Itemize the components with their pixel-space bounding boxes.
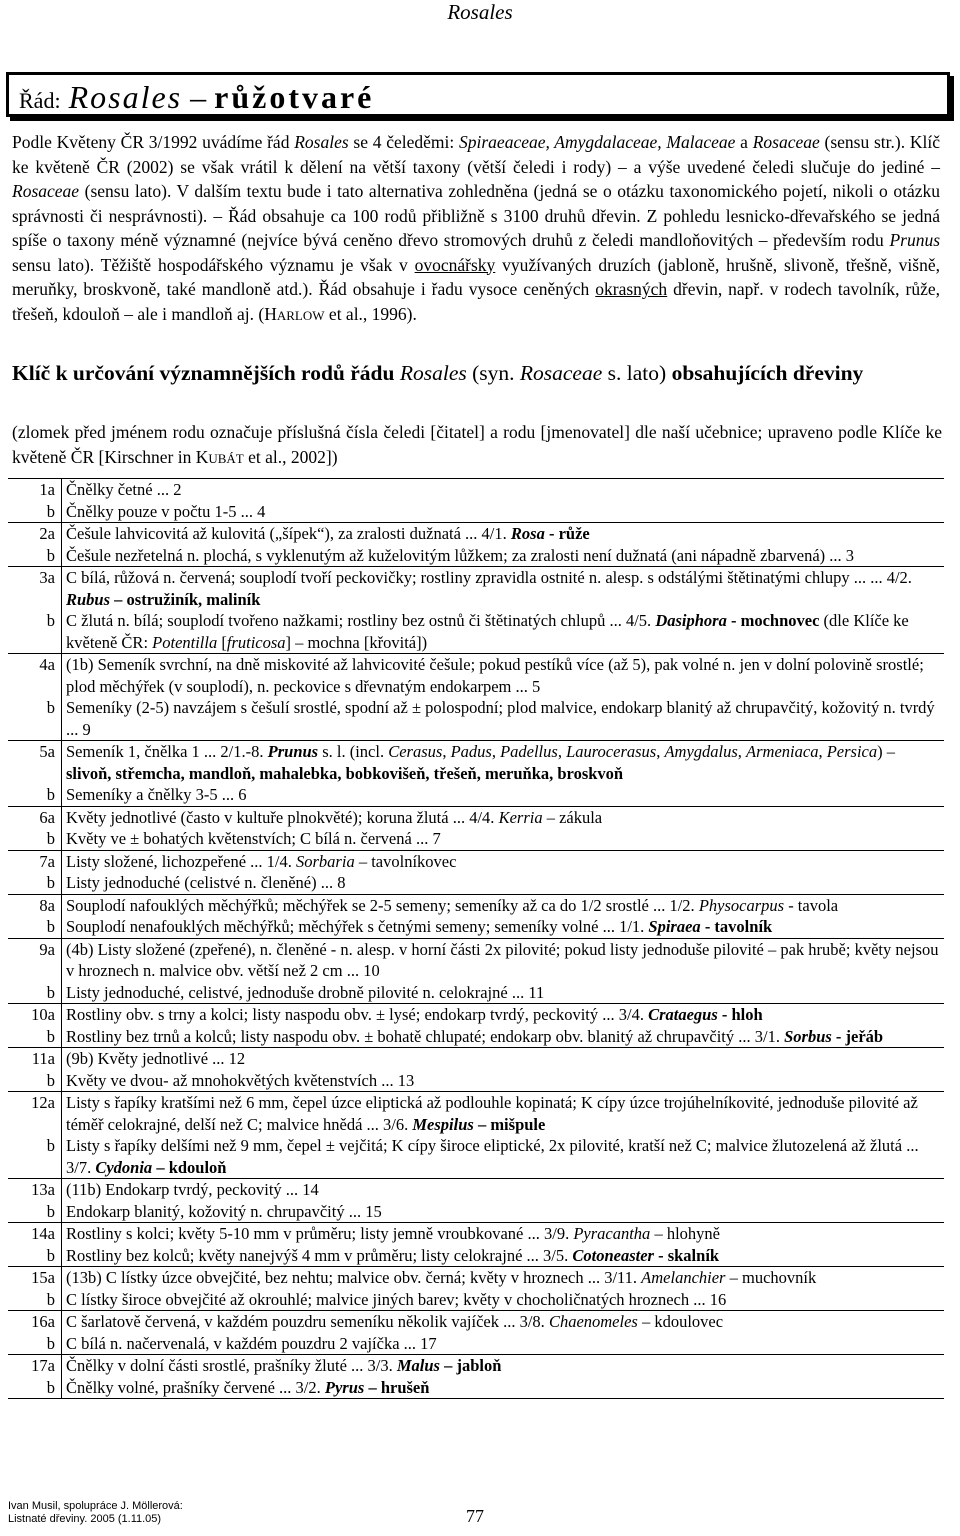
key-couplet-number: b [8,1026,62,1048]
key-couplet-text [62,501,945,523]
footer-publication: Listnaté dřeviny. 2005 (1.11.05) [8,1513,162,1525]
key-couplet-number: b [8,982,62,1004]
key-text-part: Čnělky četné ... 2 [66,480,182,499]
key-text-part: (4b) Listy složené (zpeřené), n. členěné - n. alesp. v horní části 2x pilovité; pokud listy jednoduše pilovité – pak hrubě; květy nejsou v hroznech n. malvice obv. větší než 2 cm ... 10 [66,939,939,980]
key-row [8,523,944,545]
key-taxon-name: - hloh [717,1005,763,1024]
key-row [8,1267,944,1289]
key-text-part: (13b) C lístky úzce obvejčité, bez nehtu; malvice obv. černá; květy v hroznech ... 3/11. [66,1268,642,1287]
key-couplet-text [62,982,945,1004]
key-taxon-name: - mochnovec [726,611,820,630]
key-text-part: Souplodí nenafouklých měchýřků; měchýřek s četnými semeny; semeníky volné ... 1/1. [66,917,649,936]
intro-taxon: Spiraeaceae, Amygdalaceae, Malaceae [459,132,736,152]
key-row [8,1026,944,1048]
key-couplet-number: b [8,1377,62,1399]
key-taxon-name: Dasiphora [655,611,727,630]
key-row [8,1004,944,1026]
key-couplet-text [62,654,945,698]
key-row [8,1289,944,1311]
key-couplet-text [62,828,945,850]
key-couplet-number: 3a [8,567,62,611]
key-text-part: – kdoulovec [637,1312,724,1331]
key-couplet-text [62,1070,945,1092]
key-couplet-text [62,872,945,894]
key-row [8,850,944,872]
key-taxon-name: - skalník [653,1245,720,1265]
intro-text: a [735,132,753,152]
key-row [8,806,944,828]
key-text-part: C lístky široce obvejčité až okrouhlé; malvice jiných barev; květy v chocholičnatých hroznech ... 16 [66,1289,727,1309]
intro-text: Podle Květeny ČR 3/1992 uvádíme řád [12,132,295,152]
key-text-part: C bílá n. načervenalá, v každém pouzdru 2 vajíčka ... 17 [66,1333,437,1353]
key-couplet-text [62,1179,945,1201]
key-text-part: Rostliny obv. s trny a kolci; listy naspodu obv. ± lysé; endokarp tvrdý, peckovitý ... 3/4. [66,1005,649,1024]
key-text-part: , [442,742,451,761]
order-heading [19,79,374,119]
key-taxon-name: – jabloň [439,1356,502,1375]
key-text-part: Semeníky a čnělky 3-5 ... 6 [66,785,247,804]
key-couplet-text [62,1267,945,1289]
key-taxon-name: Sorbus [784,1026,832,1046]
key-couplet-number: 4a [8,654,62,698]
key-couplet-number: 1a [8,479,62,501]
order-dash: – [182,79,215,115]
key-couplet-number: 8a [8,894,62,916]
key-row [8,784,944,806]
order-czech-name: růžotvaré [214,79,375,115]
key-couplet-number: 5a [8,741,62,785]
key-couplet-text [62,1245,945,1267]
key-couplet-text [62,1223,945,1245]
key-taxon-name: Rubus [66,589,111,609]
key-couplet-text [62,610,945,654]
key-couplet-number: b [8,610,62,654]
intro-text: se 4 čeleděmi: [348,132,459,152]
key-text-part: Rostliny bez kolců; květy nanejvýš 4 mm v průměru; listy celokrajné ... 3/5. [66,1245,573,1265]
key-text-part: (dle Klíče ke květeně ČR: [66,611,909,652]
key-text-part: - tavola [784,895,839,915]
key-text-part: – tavolníkovec [354,851,457,871]
key-taxon-name: Cotoneaster [572,1245,654,1265]
key-row [8,1377,944,1399]
key-row [8,1245,944,1267]
key-title [12,358,942,388]
key-row [8,1070,944,1092]
key-taxon-name: Cerasus [388,742,443,761]
intro-underlined: okrasných [595,279,668,299]
key-couplet-text [62,545,945,567]
key-taxon-name: Amelanchier [641,1268,726,1287]
key-taxon-name: Armeniaca [746,742,819,761]
intro-taxon: Rosaceae [752,132,820,152]
key-text-part: Květy ve ± bohatých květenstvích; C bílá n. červená ... 7 [66,829,441,848]
intro-text: dřevin, např. v rodech tavolník, růže, třešeň, kdouloň – ale i mandloň aj. (H [12,279,940,324]
key-taxon-name: Potentilla [152,632,218,652]
key-text-part: , [656,742,665,761]
key-title-text: s. lato) [602,361,672,385]
key-title-text: obsahujících dřeviny [671,361,864,385]
key-row [8,1179,944,1201]
key-couplet-number: 10a [8,1004,62,1026]
key-text-part: Semeník 1, čnělka 1 ... 2/1.-8. [66,742,268,761]
order-latin-name: Rosales [68,79,183,115]
key-couplet-number: 9a [8,938,62,982]
key-text-part: Čnělky volné, prašníky červené ... 3/2. [66,1377,325,1397]
key-taxon-name: Malus [396,1356,440,1375]
footer-authors: Ivan Musil, spolupráce J. Möllerová: [8,1500,183,1512]
key-couplet-text [62,741,945,785]
key-couplet-number: b [8,784,62,806]
determination-key-table [8,478,944,1399]
key-couplet-number: 17a [8,1355,62,1377]
key-text-part: C žlutá n. bílá; souplodí tvořeno nažkami; rostliny bez ostnů či štětinatých chlupů ... 4/5. [66,611,656,630]
key-couplet-number: 6a [8,806,62,828]
key-couplet-text [62,894,945,916]
key-text-part: – muchovník [725,1268,817,1287]
key-text-part: – zákula [542,807,603,827]
key-couplet-number: b [8,1201,62,1223]
key-taxon-name: Padellus [500,742,558,761]
key-taxon-name: Sorbaria [296,851,355,871]
key-title-taxon: Rosales [399,361,467,385]
key-couplet-number: 2a [8,523,62,545]
key-taxon-name: Kerria [498,807,543,827]
key-text-part: , [818,742,827,761]
key-taxon-name: Physocarpus [698,895,785,915]
key-note-text: et al., 2002]) [243,446,338,467]
key-row [8,828,944,850]
key-note-text: (zlomek před jménem rodu označuje příslušná čísla čeledi [čitatel] a rodu [jmenovatel] dle naší učebnice; upraveno podle Klíče ke květeně ČR [Kirschner in K [12,422,942,467]
key-text-part: Češule nezřetelná n. plochá, s vyklenutým až kuželovitým lůžkem; za zralosti není dužnatá (ani nápadně zbarvená) ... 3 [66,545,855,565]
intro-text: et al., 1996). [324,303,417,324]
key-row [8,741,944,785]
key-taxon-name: Pyrus [324,1377,365,1397]
key-taxon-name: Laurocerasus [566,742,657,761]
intro-underlined: ovocnářsky [414,254,496,275]
key-couplet-number: 14a [8,1223,62,1245]
key-taxon-name: Spiraea [648,917,701,936]
key-taxon-name: - růže [544,524,590,543]
intro-author: ARLOW [276,307,325,323]
key-text-part: Semeníky (2-5) navzájem s češulí srostlé, spodní až ± polospodní; plod malvice, endokarp blanitý až chrupavčitý, kožovitý n. tvrdý ... 9 [66,698,935,739]
key-couplet-number: b [8,501,62,523]
key-row [8,697,944,741]
key-couplet-number: 12a [8,1092,62,1136]
key-taxon-name: – mišpule [473,1114,546,1134]
key-taxon-name: Chaenomeles [548,1312,638,1331]
key-text-part: Souplodí nafouklých měchýřků; měchýřek se 2-5 semeny; semeníky až ca do 1/2 srostlé ... 1/2. [66,895,699,915]
key-taxon-name: – kdouloň [152,1157,227,1177]
intro-text: sensu lato). Těžiště hospodářského významu je však v [12,254,415,275]
running-head: Rosales [447,0,513,24]
key-title-text: Klíč k určování významnějších rodů řádu [12,361,400,385]
key-text-part: Čnělky v dolní části srostlé, prašníky žluté ... 3/3. [66,1356,397,1375]
intro-taxon: Rosaceae [12,181,80,201]
key-text-part: Květy ve dvou- až mnohokvětých květenstvích ... 13 [66,1070,415,1090]
key-taxon-name: Mespilus [412,1114,474,1134]
key-couplet-text [62,1355,945,1377]
key-couplet-text [62,806,945,828]
key-couplet-text [62,850,945,872]
key-couplet-text [62,1026,945,1048]
key-row [8,1201,944,1223]
key-couplet-number: b [8,697,62,741]
key-row [8,872,944,894]
key-text-part: Listy složené, lichozpeřené ... 1/4. [66,851,297,871]
key-couplet-number: b [8,1070,62,1092]
key-taxon-name: Padus [450,742,492,761]
key-text-part: , [491,742,501,761]
key-couplet-number: b [8,1333,62,1355]
key-couplet-number: b [8,872,62,894]
key-text-part: (9b) Květy jednotlivé ... 12 [66,1049,246,1068]
key-text-part: Listy s řapíky delšími než 9 mm, čepel ± vejčitá; K cípy široce eliptické, 2x pilovité, kratší než C; malvice žlutozelená až žlutá ... 3/7. [66,1136,919,1177]
key-row [8,1311,944,1333]
key-text-part: Rostliny s kolci; květy 5-10 mm v průměru; listy jemně vroubkované ... 3/9. [66,1224,574,1243]
key-taxon-name: slivoň, střemcha, mandloň, mahalebka, bobkovišeň, třešeň, meruňka, broskvoň [66,763,624,783]
key-text-part: ] – mochna [křovitá]) [285,632,428,652]
key-row [8,894,944,916]
key-text-part: C šarlatově červená, v každém pouzdru semeníku několik vajíček ... 3/8. [66,1312,549,1331]
key-text-part: Rostliny bez trnů a kolců; listy naspodu obv. ± bohatě chlupaté; endokarp obv. blanitý až chrupavčitý ... 3/1. [66,1026,785,1046]
key-couplet-number: 16a [8,1311,62,1333]
key-title-text: (syn. [466,361,520,385]
key-row [8,567,944,611]
key-couplet-number: b [8,916,62,938]
order-label: Řád: [19,88,61,113]
key-couplet-number: b [8,1135,62,1179]
key-text-part: Češule lahvicovitá až kulovitá („šípek“), za zralosti dužnatá ... 4/1. [66,524,511,543]
key-couplet-text [62,1333,945,1355]
key-taxon-name: Persica [826,742,878,761]
key-note-author: UBÁT [208,450,244,466]
key-couplet-text [62,784,945,806]
intro-text: (sensu str.). Klíč ke květeně ČR (2002) se však vrátil k dělení na větší taxony (větší čeledi i rody) – a výše uvedené čeledi slučuje do jediné – [12,132,940,177]
key-couplet-text [62,523,945,545]
key-text-part: Čnělky pouze v počtu 1-5 ... 4 [66,501,266,521]
key-text-part: Květy jednotlivé (často v kultuře plnokvěté); koruna žlutá ... 4/4. [66,807,499,827]
key-text-part: , [737,742,747,761]
key-couplet-text [62,1201,945,1223]
intro-taxon: Rosales [294,132,349,152]
key-taxon-name: – ostružiník, maliník [110,589,261,609]
key-text-part: – hlohyně [650,1224,720,1243]
key-row [8,1355,944,1377]
key-couplet-text [62,1004,945,1026]
key-couplet-text [62,1377,945,1399]
key-text-part: , [557,742,567,761]
key-row [8,1048,944,1070]
key-row [8,654,944,698]
intro-taxon: Prunus [889,230,940,250]
key-text-part: C bílá, růžová n. červená; souplodí tvoří peckovičky; rostliny zpravidla ostnité n. alesp. s odstálými štětinatými chlupy ... ... 4/2. [66,568,912,587]
key-row [8,982,944,1004]
key-text-part: (1b) Semeník svrchní, na dně miskovité až lahvicovité češule; pokud pestíků více (až 5), pak volné n. jen v dolní polovině srostlé; plod měchýřek (v souplodí), n. peckovice s dřevnatým endokarpem ... 5 [66,655,924,696]
key-couplet-text [62,1289,945,1311]
intro-text: využívaných druzích (jabloně, hrušně, slivoně, třešně, višně, meruňky, broskvoně, také mandloně atd.). Řád obsahuje i řadu vysoce ceněných [12,254,940,299]
key-taxon-name: Rosa [510,524,545,543]
key-taxon-name: fruticosa [226,632,286,652]
key-taxon-name: - tavolník [700,917,773,936]
key-row [8,1092,944,1136]
key-couplet-text [62,479,945,501]
key-row [8,545,944,567]
key-couplet-text [62,1048,945,1070]
key-couplet-text [62,1311,945,1333]
key-couplet-number: b [8,828,62,850]
key-taxon-name: – hrušeň [364,1377,430,1397]
key-title-taxon: Rosaceae [519,361,603,385]
key-row [8,916,944,938]
key-couplet-number: 15a [8,1267,62,1289]
key-text-part: s. l. (incl. [318,742,389,761]
key-couplet-number: b [8,1289,62,1311]
key-row [8,1135,944,1179]
key-couplet-number: b [8,545,62,567]
key-text-part: (11b) Endokarp tvrdý, peckovitý ... 14 [66,1180,319,1199]
key-couplet-number: 7a [8,850,62,872]
key-taxon-name: Cydonia [95,1157,153,1177]
key-couplet-text [62,1092,945,1136]
key-text-part: Listy jednoduché (celistvé n. členěné) ... 8 [66,873,346,892]
key-couplet-text [62,916,945,938]
page-number: 77 [466,1506,484,1526]
key-note [12,420,942,471]
key-row [8,479,944,501]
key-text-part: ) – [877,742,895,761]
key-couplet-text [62,567,945,611]
intro-text: (sensu lato). V dalším textu bude i tato alternativa zohledněna (jedná se o otázku taxonomického pojetí, nikoli o otázku správnosti či nesprávnosti). – Řád obsahuje ca 100 rodů přibližně s 3100 druhů dřevin. Z pohledu lesnicko-dřevařského se jedná spíše o taxony méně významné (nejvíce bývá ceněno dřevo stromových druhů z čeledi mandloňovitých – především rodu [12,181,940,250]
key-taxon-name: Prunus [267,742,319,761]
key-couplet-number: b [8,1245,62,1267]
key-taxon-name: Amygdalus [664,742,738,761]
key-taxon-name: Crataegus [648,1005,718,1024]
key-couplet-number: 11a [8,1048,62,1070]
key-text-part: Listy jednoduché, celistvé, jednoduše drobně pilovité n. celokrajné ... 11 [66,982,545,1002]
key-couplet-text [62,938,945,982]
footer-credit [8,1500,183,1526]
key-couplet-text [62,697,945,741]
intro-paragraph [12,130,940,328]
key-row [8,1333,944,1355]
key-row [8,501,944,523]
key-text-part: Endokarp blanitý, kožovitý n. chrupavčitý ... 15 [66,1201,382,1221]
key-text-part: Listy s řapíky kratšími než 6 mm, čepel úzce eliptická až podlouhle kopinatá; K cípy úzce trojúhelníkovité, jednoduše pilovité až téměř celokrajné, delší než C; malvice hnědá ... 3/6. [66,1093,918,1134]
key-row [8,1223,944,1245]
key-couplet-text [62,1135,945,1179]
key-couplet-number: 13a [8,1179,62,1201]
key-taxon-name: - jeřáb [831,1026,884,1046]
key-row [8,938,944,982]
key-taxon-name: Pyracantha [573,1224,651,1243]
order-heading-box [6,72,950,117]
key-row [8,610,944,654]
key-text-part: [ [217,632,227,652]
